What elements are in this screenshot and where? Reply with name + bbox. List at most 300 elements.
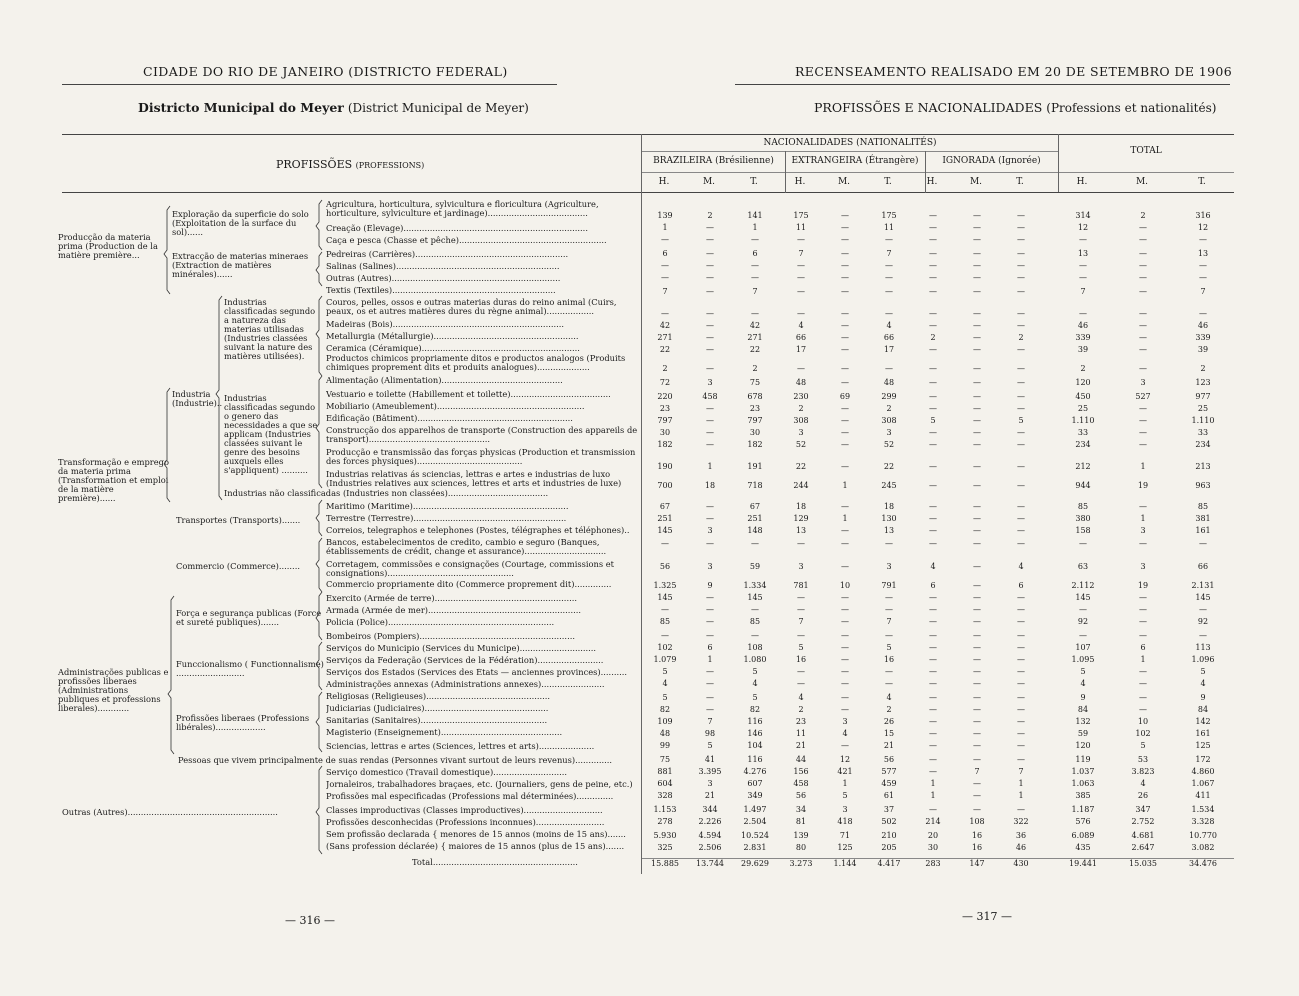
- table-cell: —: [1017, 261, 1025, 270]
- table-cell: 61: [883, 791, 895, 800]
- table-cell: —: [706, 273, 714, 282]
- table-cell: 234: [1195, 440, 1211, 449]
- table-cell: 48: [659, 729, 671, 738]
- table-cell: 205: [881, 843, 897, 852]
- cat-transformacao: Transformação e emprego da materia prima (Transformation et emploi de la matière première)......: [58, 457, 169, 503]
- table-cell: —: [1079, 605, 1087, 614]
- table-cell: 1.334: [743, 581, 767, 590]
- table-cell: —: [885, 605, 893, 614]
- table-cell: 98: [704, 729, 716, 738]
- table-cell: 1.096: [1191, 655, 1215, 664]
- table-cell: 132: [1075, 717, 1091, 726]
- table-cell: 52: [883, 440, 895, 449]
- table-cell: 4: [798, 321, 804, 330]
- table-cell: 10.770: [1189, 831, 1217, 840]
- table-cell: 104: [747, 741, 763, 750]
- table-cell: —: [929, 679, 937, 688]
- table-cell: —: [929, 428, 937, 437]
- table-cell: —: [841, 428, 849, 437]
- table-cell: 3: [1140, 562, 1146, 571]
- table-cell: —: [1139, 249, 1147, 258]
- table-cell: 16: [971, 843, 983, 852]
- table-cell: —: [661, 539, 669, 548]
- table-cell: —: [1017, 741, 1025, 750]
- table-cell: —: [929, 767, 937, 776]
- table-cell: —: [1139, 631, 1147, 640]
- table-cell: 120: [1075, 378, 1091, 387]
- table-cell: 4: [1140, 779, 1146, 788]
- table-cell: —: [706, 679, 714, 688]
- table-cell: 92: [1077, 617, 1089, 626]
- table-cell: 6: [662, 249, 668, 258]
- table-cell: —: [706, 440, 714, 449]
- table-cell: 4: [1080, 679, 1086, 688]
- profession-label: Magisterio (Enseignement)..............................................: [326, 728, 563, 737]
- table-cell: 25: [1077, 404, 1089, 413]
- table-cell: 2.506: [698, 843, 722, 852]
- table-cell: 125: [1195, 741, 1211, 750]
- table-cell: 3: [886, 562, 892, 571]
- table-cell: —: [929, 378, 937, 387]
- table-cell: 527: [1135, 392, 1151, 401]
- table-cell: 2: [798, 404, 804, 413]
- table-cell: 576: [1075, 817, 1091, 826]
- profession-label: Caça e pesca (Chasse et pêche)........................................................: [326, 236, 607, 245]
- left-running-title: CIDADE DO RIO DE JANEIRO (DISTRICTO FEDERAL): [143, 64, 508, 79]
- table-cell: —: [973, 717, 981, 726]
- table-cell: —: [706, 416, 714, 425]
- table-cell: 23: [659, 404, 671, 413]
- table-cell: —: [751, 261, 759, 270]
- table-cell: 34: [795, 805, 807, 814]
- table-cell: —: [973, 729, 981, 738]
- table-cell: 26: [883, 717, 895, 726]
- table-cell: —: [841, 693, 849, 702]
- table-cell: 92: [1197, 617, 1209, 626]
- table-cell: 3: [842, 717, 848, 726]
- table-cell: 147: [969, 859, 985, 868]
- table-cell: 53: [1137, 755, 1149, 764]
- table-cell: 2: [886, 705, 892, 714]
- table-cell: 2: [886, 404, 892, 413]
- profession-label: Profissões desconhecidas (Professions inconnues)..........................: [326, 818, 605, 827]
- table-cell: —: [706, 667, 714, 676]
- table-cell: —: [1139, 416, 1147, 425]
- table-cell: 41: [704, 755, 716, 764]
- table-cell: 5.930: [653, 831, 677, 840]
- table-cell: —: [841, 378, 849, 387]
- table-cell: 2: [1018, 333, 1024, 342]
- table-cell: 18: [795, 502, 807, 511]
- profession-label: Sem profissão declarada { menores de 15 annos (moins de 15 ans).......: [326, 830, 626, 839]
- table-cell: 4.860: [1191, 767, 1215, 776]
- table-cell: 116: [747, 717, 763, 726]
- table-cell: 6: [752, 249, 758, 258]
- table-cell: 6: [930, 581, 936, 590]
- table-cell: 46: [1197, 321, 1209, 330]
- table-cell: —: [706, 223, 714, 232]
- table-cell: —: [929, 805, 937, 814]
- table-cell: —: [885, 364, 893, 373]
- table-cell: 156: [793, 767, 809, 776]
- table-cell: —: [973, 273, 981, 282]
- table-cell: —: [973, 643, 981, 652]
- table-cell: 316: [1195, 211, 1211, 220]
- profession-label: Vestuario e toilette (Habillement et toilette)......................................: [326, 390, 611, 399]
- table-cell: 182: [657, 440, 673, 449]
- table-cell: 3.273: [789, 859, 813, 868]
- table-cell: —: [929, 462, 937, 471]
- table-cell: 42: [749, 321, 761, 330]
- table-cell: —: [841, 705, 849, 714]
- table-cell: 797: [747, 416, 763, 425]
- table-cell: 502: [881, 817, 897, 826]
- cat-outras: Outras (Autres).........................................................: [62, 808, 278, 817]
- table-cell: 245: [881, 481, 897, 490]
- column-header: M.: [1135, 177, 1149, 187]
- table-cell: —: [929, 287, 937, 296]
- table-cell: —: [1017, 404, 1025, 413]
- table-cell: —: [1017, 321, 1025, 330]
- table-cell: 172: [1195, 755, 1211, 764]
- table-cell: 85: [1077, 502, 1089, 511]
- table-cell: 15: [883, 729, 895, 738]
- table-cell: —: [929, 741, 937, 750]
- table-cell: —: [1199, 235, 1207, 244]
- table-cell: —: [751, 235, 759, 244]
- table-cell: 21: [883, 741, 895, 750]
- table-cell: —: [973, 693, 981, 702]
- table-cell: —: [661, 631, 669, 640]
- table-cell: —: [929, 617, 937, 626]
- table-cell: 385: [1075, 791, 1091, 800]
- table-cell: 16: [883, 655, 895, 664]
- table-cell: 59: [749, 562, 761, 571]
- table-cell: —: [751, 539, 759, 548]
- table-cell: 5: [886, 643, 892, 652]
- table-cell: —: [706, 321, 714, 330]
- table-cell: 145: [1195, 593, 1211, 602]
- table-cell: —: [929, 605, 937, 614]
- table-cell: 120: [1075, 741, 1091, 750]
- cat-ind-materias: Industrias classificadas segundo a natureza das materias utilisadas (Industries classées suivant la nature des matières utilisées).: [224, 297, 316, 361]
- table-cell: 56: [659, 562, 671, 571]
- profession-label: Armada (Armée de mer)..........................................................: [326, 606, 581, 615]
- table-cell: —: [929, 309, 937, 318]
- table-cell: 46: [1077, 321, 1089, 330]
- table-cell: 5: [798, 643, 804, 652]
- table-cell: 5: [662, 693, 668, 702]
- table-cell: 3: [707, 562, 713, 571]
- table-cell: 1: [1140, 655, 1146, 664]
- table-cell: —: [929, 249, 937, 258]
- table-cell: 75: [659, 755, 671, 764]
- table-cell: —: [929, 392, 937, 401]
- table-cell: 3.082: [1191, 843, 1215, 852]
- table-cell: —: [706, 333, 714, 342]
- table-cell: —: [929, 705, 937, 714]
- table-cell: —: [1139, 404, 1147, 413]
- table-cell: —: [1017, 309, 1025, 318]
- table-cell: 1.497: [743, 805, 767, 814]
- table-cell: 19: [1137, 581, 1149, 590]
- table-cell: —: [1139, 605, 1147, 614]
- table-cell: —: [1139, 693, 1147, 702]
- profession-label: Serviços da Federação (Services de la Fédération).........................: [326, 656, 604, 665]
- table-cell: —: [751, 631, 759, 640]
- table-cell: 5: [1018, 416, 1024, 425]
- table-cell: 56: [883, 755, 895, 764]
- table-cell: —: [973, 655, 981, 664]
- table-cell: 39: [1197, 345, 1209, 354]
- table-cell: 339: [1195, 333, 1211, 342]
- table-cell: 1.079: [653, 655, 677, 664]
- table-cell: —: [973, 679, 981, 688]
- table-cell: 3: [707, 526, 713, 535]
- table-cell: 191: [747, 462, 763, 471]
- table-cell: —: [973, 581, 981, 590]
- cat-pessoas: Pessoas que vivem principalmente de suas rendas (Personnes vivant surtout de leurs revenus)..............: [178, 756, 613, 765]
- table-cell: —: [841, 273, 849, 282]
- table-cell: 63: [1077, 562, 1089, 571]
- profession-label: Policia (Police)...............................................................: [326, 618, 555, 627]
- profession-label: Serviços do Municipio (Services du Municipe).............................: [326, 644, 597, 653]
- profession-label: Serviços dos Estados (Services des États — anciennes provinces)..........: [326, 668, 628, 677]
- table-cell: 108: [747, 643, 763, 652]
- table-cell: —: [797, 605, 805, 614]
- table-cell: 72: [659, 378, 671, 387]
- table-cell: —: [1017, 249, 1025, 258]
- table-cell: —: [973, 249, 981, 258]
- table-cell: 5: [662, 667, 668, 676]
- table-cell: 16: [971, 831, 983, 840]
- table-cell: —: [797, 235, 805, 244]
- table-cell: 161: [1195, 729, 1211, 738]
- table-cell: 13: [883, 526, 895, 535]
- table-cell: —: [1017, 223, 1025, 232]
- table-cell: 2.131: [1191, 581, 1215, 590]
- table-cell: 12: [839, 755, 851, 764]
- table-cell: 148: [747, 526, 763, 535]
- profession-label: Bancos, estabelecimentos de credito, cambio e seguro (Banques, établissements de crédit, change et assurance)...............................: [326, 538, 607, 556]
- column-header: T.: [1016, 177, 1024, 187]
- table-cell: 15.885: [651, 859, 679, 868]
- table-cell: —: [1017, 729, 1025, 738]
- table-cell: —: [929, 655, 937, 664]
- table-cell: 5: [930, 416, 936, 425]
- table-cell: —: [929, 667, 937, 676]
- table-cell: 22: [795, 462, 807, 471]
- column-header: T.: [750, 177, 758, 187]
- table-cell: 9: [707, 581, 713, 590]
- column-header: T.: [1198, 177, 1206, 187]
- table-cell: 678: [747, 392, 763, 401]
- table-cell: 18: [883, 502, 895, 511]
- table-cell: —: [1139, 705, 1147, 714]
- table-cell: —: [841, 364, 849, 373]
- table-cell: —: [706, 631, 714, 640]
- right-subtitle-main: PROFISSÕES E NACIONALIDADES: [814, 100, 1043, 115]
- district-note: (District Municipal de Meyer): [347, 101, 529, 115]
- table-cell: —: [1017, 655, 1025, 664]
- cat-extraccao: Extracção de materias mineraes (Extraction de matières minérales)......: [172, 251, 309, 279]
- table-cell: 6: [707, 643, 713, 652]
- table-cell: 7: [974, 767, 980, 776]
- table-cell: —: [973, 287, 981, 296]
- table-cell: 56: [795, 791, 807, 800]
- table-cell: 271: [657, 333, 673, 342]
- table-cell: —: [973, 223, 981, 232]
- table-cell: —: [706, 502, 714, 511]
- table-cell: —: [973, 539, 981, 548]
- table-cell: —: [706, 287, 714, 296]
- table-cell: —: [661, 273, 669, 282]
- table-cell: 13: [795, 526, 807, 535]
- table-cell: 1: [842, 779, 848, 788]
- table-cell: —: [841, 321, 849, 330]
- column-header: T.: [884, 177, 892, 187]
- table-cell: 458: [793, 779, 809, 788]
- table-cell: 251: [747, 514, 763, 523]
- table-cell: —: [1017, 693, 1025, 702]
- table-cell: —: [1017, 211, 1025, 220]
- table-cell: 4.681: [1131, 831, 1155, 840]
- table-cell: —: [885, 287, 893, 296]
- table-cell: 244: [793, 481, 809, 490]
- table-cell: —: [1199, 539, 1207, 548]
- table-cell: 46: [1015, 843, 1027, 852]
- table-cell: 4: [886, 693, 892, 702]
- table-cell: 22: [749, 345, 761, 354]
- table-cell: 1.067: [1191, 779, 1215, 788]
- table-cell: —: [929, 539, 937, 548]
- table-cell: 129: [793, 514, 809, 523]
- table-cell: 7: [886, 249, 892, 258]
- table-cell: 29.629: [741, 859, 769, 868]
- table-cell: —: [973, 526, 981, 535]
- table-cell: 30: [659, 428, 671, 437]
- table-cell: 158: [1075, 526, 1091, 535]
- table-cell: —: [841, 655, 849, 664]
- table-cell: —: [661, 261, 669, 270]
- table-cell: 1: [707, 462, 713, 471]
- table-cell: 2: [1140, 211, 1146, 220]
- profession-label: Administrações annexas (Administrations annexes)........................: [326, 680, 605, 689]
- table-cell: 4: [1200, 679, 1206, 688]
- table-cell: —: [973, 779, 981, 788]
- right-page-number: — 317 —: [962, 910, 1012, 923]
- profession-label: Religiosas (Religieuses)...............................................: [326, 692, 551, 701]
- table-cell: 130: [881, 514, 897, 523]
- table-cell: —: [1199, 273, 1207, 282]
- column-header: H.: [658, 177, 670, 187]
- table-cell: 791: [881, 581, 897, 590]
- table-cell: 1: [1140, 462, 1146, 471]
- table-cell: 22: [659, 345, 671, 354]
- table-cell: —: [929, 481, 937, 490]
- table-cell: —: [841, 679, 849, 688]
- table-cell: 37: [883, 805, 895, 814]
- table-cell: 5: [1140, 741, 1146, 750]
- table-cell: 1: [1018, 791, 1024, 800]
- table-cell: 1: [707, 655, 713, 664]
- table-cell: 781: [793, 581, 809, 590]
- table-cell: 80: [795, 843, 807, 852]
- table-cell: —: [885, 261, 893, 270]
- table-cell: 9: [1200, 693, 1206, 702]
- table-cell: 33: [1197, 428, 1209, 437]
- right-running-title: RECENSEAMENTO REALISADO EM 20 DE SETEMBRO DE 1906: [795, 64, 1233, 79]
- table-cell: —: [841, 416, 849, 425]
- table-cell: 146: [747, 729, 763, 738]
- table-cell: 19.441: [1069, 859, 1097, 868]
- table-cell: —: [797, 679, 805, 688]
- table-cell: 3: [707, 378, 713, 387]
- table-cell: —: [841, 617, 849, 626]
- table-cell: 3: [707, 779, 713, 788]
- table-cell: —: [1017, 717, 1025, 726]
- cat-ind-nao: Industrias não classificadas (Industries non classées)......................................: [224, 489, 549, 498]
- column-header: H.: [926, 177, 938, 187]
- cat-transportes: Transportes (Transports).......: [176, 515, 301, 525]
- table-cell: —: [1017, 481, 1025, 490]
- table-cell: —: [973, 321, 981, 330]
- table-cell: —: [841, 223, 849, 232]
- table-cell: 23: [795, 717, 807, 726]
- table-cell: 322: [1013, 817, 1029, 826]
- table-cell: 325: [657, 843, 673, 852]
- table-cell: —: [973, 805, 981, 814]
- table-cell: 2.831: [743, 843, 767, 852]
- table-cell: —: [929, 631, 937, 640]
- table-cell: 145: [1075, 593, 1091, 602]
- table-cell: 7: [1080, 287, 1086, 296]
- table-cell: 75: [749, 378, 761, 387]
- table-cell: —: [1199, 631, 1207, 640]
- table-cell: —: [841, 539, 849, 548]
- column-header: H.: [794, 177, 806, 187]
- table-cell: —: [1139, 261, 1147, 270]
- table-cell: 4.594: [698, 831, 722, 840]
- table-cell: 2: [707, 211, 713, 220]
- table-cell: —: [1079, 539, 1087, 548]
- table-cell: 145: [657, 526, 673, 535]
- profession-label: Sciencias, lettras e artes (Sciences, lettres et arts).....................: [326, 742, 595, 751]
- table-cell: 18: [704, 481, 716, 490]
- table-cell: 69: [839, 392, 851, 401]
- table-cell: 7: [1018, 767, 1024, 776]
- table-cell: 214: [925, 817, 941, 826]
- table-cell: 1.110: [1071, 416, 1095, 425]
- table-cell: —: [1017, 235, 1025, 244]
- table-cell: 11: [883, 223, 895, 232]
- table-cell: 182: [747, 440, 763, 449]
- table-cell: 99: [659, 741, 671, 750]
- table-cell: 3.395: [698, 767, 722, 776]
- table-cell: —: [706, 309, 714, 318]
- table-cell: 411: [1195, 791, 1211, 800]
- table-cell: —: [1017, 273, 1025, 282]
- table-cell: —: [1079, 273, 1087, 282]
- table-cell: —: [841, 287, 849, 296]
- table-cell: 16: [795, 655, 807, 664]
- table-cell: 2: [930, 333, 936, 342]
- table-cell: 881: [657, 767, 673, 776]
- table-cell: —: [1017, 805, 1025, 814]
- table-cell: 15.035: [1129, 859, 1157, 868]
- table-cell: 175: [881, 211, 897, 220]
- table-cell: —: [661, 309, 669, 318]
